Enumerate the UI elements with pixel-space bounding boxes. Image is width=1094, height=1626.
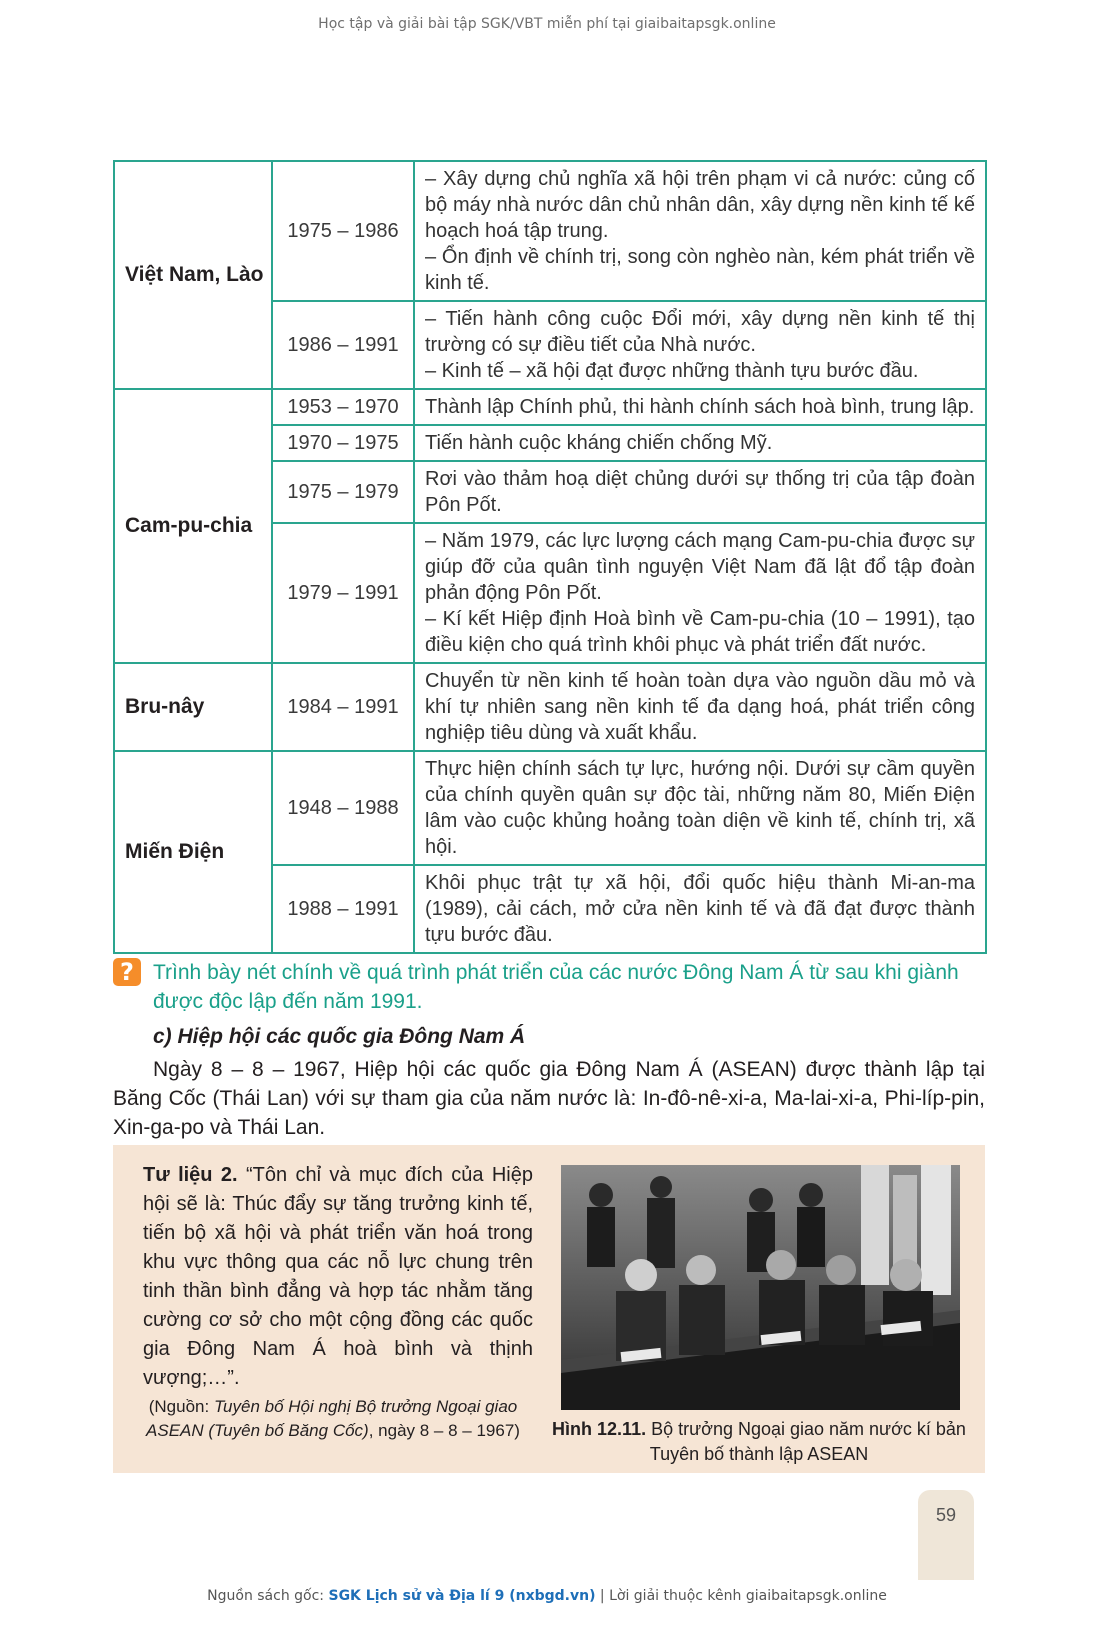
source-citation [133,1395,533,1443]
citation-prefix: (Nguồn: [148,1397,214,1416]
description-cell [414,389,986,425]
footer-prefix: Nguồn sách gốc: [207,1588,329,1604]
description-line: Rơi vào thảm hoạ diệt chủng dưới sự thống trị của tập đoàn Pôn Pốt. [425,468,975,516]
description-line: – Tiến hành công cuộc Đổi mới, xây dựng nền kinh tế thị trường có sự điều tiết của Nhà nước. [425,308,975,356]
description-cell [414,663,986,751]
country-cell: Việt Nam, Lào [114,161,272,389]
description-line: Tiến hành cuộc kháng chiến chống Mỹ. [425,432,773,454]
period-cell: 1988 – 1991 [272,865,414,953]
asean-signing-photo [561,1165,960,1410]
citation-title: Tuyên bố Hội nghị Bộ trưởng Ngoại giao ASEAN (Tuyên bố Băng Cốc) [146,1397,518,1440]
period-cell: 1970 – 1975 [272,425,414,461]
description-line: – Xây dựng chủ nghĩa xã hội trên phạm vi cả nước: củng cố bộ máy nhà nước dân chủ nhân dân, xây dựng nền kinh tế kế hoạch hoá tập trung. [425,168,975,242]
description-line: Chuyển từ nền kinh tế hoàn toàn dựa vào nguồn dầu mỏ và khí tự nhiên sang nền kinh tế đa dạng hoá, phát triển công nghiệp tiêu dùng và xuất khẩu. [425,670,975,744]
description-line: – Năm 1979, các lực lượng cách mạng Cam-pu-chia được sự giúp đỡ của quân tình nguyện Việt Nam đã lật đổ tập đoàn phản động Pôn Pốt. [425,530,975,604]
photo-caption [543,1417,975,1467]
description-line: Thực hiện chính sách tự lực, hướng nội. Dưới sự cầm quyền của chính quyền quân sự độc tài, những năm 80, Miến Điện lâm vào cuộc khủng hoảng toàn diện về kinh tế, chính trị, xã hội. [425,758,975,858]
question-text: Trình bày nét chính về quá trình phát triển của các nước Đông Nam Á từ sau khi giành được độc lập đến năm 1991. [153,961,959,1013]
description-line: Khôi phục trật tự xã hội, đổi quốc hiệu thành Mi-an-ma (1989), cải cách, mở cửa nền kinh tế và đã đạt được thành tựu bước đầu. [425,872,975,946]
development-table [113,160,987,954]
country-cell: Miến Điện [114,751,272,953]
figure-caption-text: Bộ trưởng Ngoại giao năm nước kí bản Tuyên bố thành lập ASEAN [646,1419,966,1464]
citation-suffix: , ngày 8 – 8 – 1967) [368,1421,520,1440]
table-row [114,389,986,425]
description-line: Thành lập Chính phủ, thi hành chính sách hoà bình, trung lập. [425,396,975,418]
period-cell: 1953 – 1970 [272,389,414,425]
description-line: – Ổn định về chính trị, song còn nghèo nàn, kém phát triển về kinh tế. [425,246,975,294]
table-row [114,161,986,301]
section-title: c) Hiệp hội các quốc gia Đông Nam Á [153,1025,526,1048]
country-cell: Bru-nây [114,663,272,751]
footer-note [0,1588,1094,1604]
period-cell: 1986 – 1991 [272,301,414,389]
source-box [113,1145,985,1473]
description-cell [414,425,986,461]
period-cell: 1979 – 1991 [272,523,414,663]
source-quote-text: “Tôn chỉ và mục đích của Hiệp hội sẽ là: Thúc đẩy sự tăng trưởng kinh tế, tiến bộ xã hội và phát triển văn hoá trong khu vực thông qua các nỗ lực chung trên tinh thần bình đẳng và hợp tác nhằm tăng cường cơ sở cho một cộng đồng các quốc gia Đông Nam Á hoà bình và thịnh vượng;…”. [143,1164,533,1389]
figure-label: Hình 12.11. [552,1419,647,1439]
page-number-tab [918,1490,974,1580]
photo-illustration [561,1165,960,1410]
period-cell: 1975 – 1979 [272,461,414,523]
description-cell [414,751,986,865]
period-cell: 1975 – 1986 [272,161,414,301]
description-cell [414,301,986,389]
source-quote [143,1161,533,1393]
description-cell [414,461,986,523]
description-cell [414,161,986,301]
period-cell: 1984 – 1991 [272,663,414,751]
period-cell: 1948 – 1988 [272,751,414,865]
description-line: – Kí kết Hiệp định Hoà bình về Cam-pu-chia (10 – 1991), tạo điều kiện cho quá trình khôi phục và phát triển đất nước. [425,608,975,656]
description-cell [414,865,986,953]
table-row [114,751,986,865]
description-line: – Kinh tế – xã hội đạt được những thành tựu bước đầu. [425,360,919,382]
header-note: Học tập và giải bài tập SGK/VBT miễn phí tại giaibaitapsgk.online [318,16,776,32]
footer-source-link[interactable]: SGK Lịch sử và Địa lí 9 (nxbgd.vn) [328,1588,596,1604]
body-paragraph: Ngày 8 – 8 – 1967, Hiệp hội các quốc gia Đông Nam Á (ASEAN) được thành lập tại Băng Cốc (Thái Lan) với sự tham gia của năm nước là: In-đô-nê-xi-a, Ma-lai-xi-a, Phi-líp-pin, Xin-ga-po và Thái Lan. [113,1058,985,1139]
footer-suffix: | Lời giải thuộc kênh giaibaitapsgk.online [595,1588,887,1604]
source-label: Tư liệu 2. [143,1164,238,1186]
question-block [113,958,985,1016]
page-number: 59 [935,1505,957,1525]
question-mark-icon: ? [113,958,141,986]
country-cell: Cam-pu-chia [114,389,272,663]
description-cell [414,523,986,663]
table-row [114,663,986,751]
